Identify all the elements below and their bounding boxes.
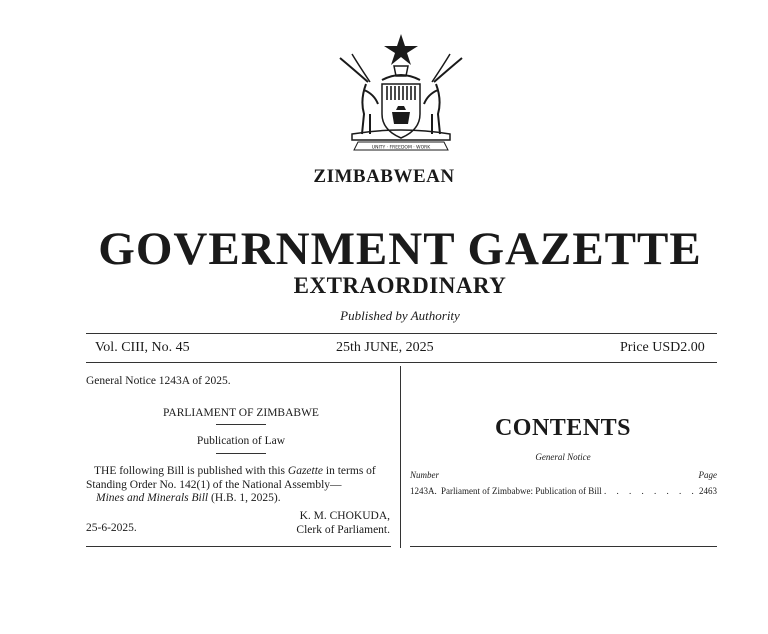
issue-price: Price USD2.00 xyxy=(620,340,705,355)
published-by-authority: Published by Authority xyxy=(340,308,460,323)
coat-of-arms-emblem xyxy=(330,30,472,156)
coat-of-arms-icon xyxy=(330,30,472,156)
gazette-subtitle: EXTRAORDINARY xyxy=(293,273,507,298)
notice-body-end: in terms of Standing Order No. 142(1) of the National Assembly— xyxy=(86,465,376,491)
notice-body xyxy=(86,464,392,492)
contents-entry-number: 1243A. xyxy=(410,486,437,496)
contents-entry-leader-dots: . . . . . . . . xyxy=(604,486,698,496)
issue-date: 25th JUNE, 2025 xyxy=(336,340,434,355)
heading-divider xyxy=(216,424,266,425)
signatory-block xyxy=(240,509,390,537)
left-column-bottom-rule xyxy=(86,546,391,547)
crest-motto: UNITY · FREEDOM · WORK xyxy=(371,145,431,151)
contents-entry-page: 2463 xyxy=(699,486,717,496)
bill-reference xyxy=(96,492,281,504)
subheading-divider xyxy=(216,453,266,454)
notice-heading: PARLIAMENT OF ZIMBABWE xyxy=(163,407,319,419)
column-divider xyxy=(400,366,401,548)
contents-section-label: General Notice xyxy=(535,452,591,462)
contents-title: CONTENTS xyxy=(494,415,632,441)
signed-date: 25-6-2025. xyxy=(86,522,137,534)
signatory-name: K. M. CHOKUDA, xyxy=(299,510,390,522)
country-heading: ZIMBABWEAN xyxy=(313,166,455,187)
bill-number: (H.B. 1, 2025). xyxy=(208,492,281,504)
issue-bar-bottom-rule xyxy=(86,362,717,363)
issue-bar-top-rule xyxy=(86,333,717,334)
contents-page-header: Page xyxy=(698,470,717,480)
contents-number-header: Number xyxy=(410,470,439,480)
bill-name: Mines and Minerals Bill xyxy=(96,492,209,504)
general-notice-number: General Notice 1243A of 2025. xyxy=(86,375,231,387)
notice-body-start: THE following Bill is published with this xyxy=(94,465,288,477)
volume-number: Vol. CIII, No. 45 xyxy=(95,340,190,355)
right-column-bottom-rule xyxy=(410,546,717,547)
contents-entry-title[interactable]: Parliament of Zimbabwe: Publication of Bill xyxy=(441,486,602,496)
notice-body-gazette: Gazette xyxy=(287,465,324,477)
signatory-title: Clerk of Parliament. xyxy=(296,524,390,536)
notice-subheading: Publication of Law xyxy=(196,435,286,447)
gazette-title: GOVERNMENT GAZETTE xyxy=(98,223,702,275)
